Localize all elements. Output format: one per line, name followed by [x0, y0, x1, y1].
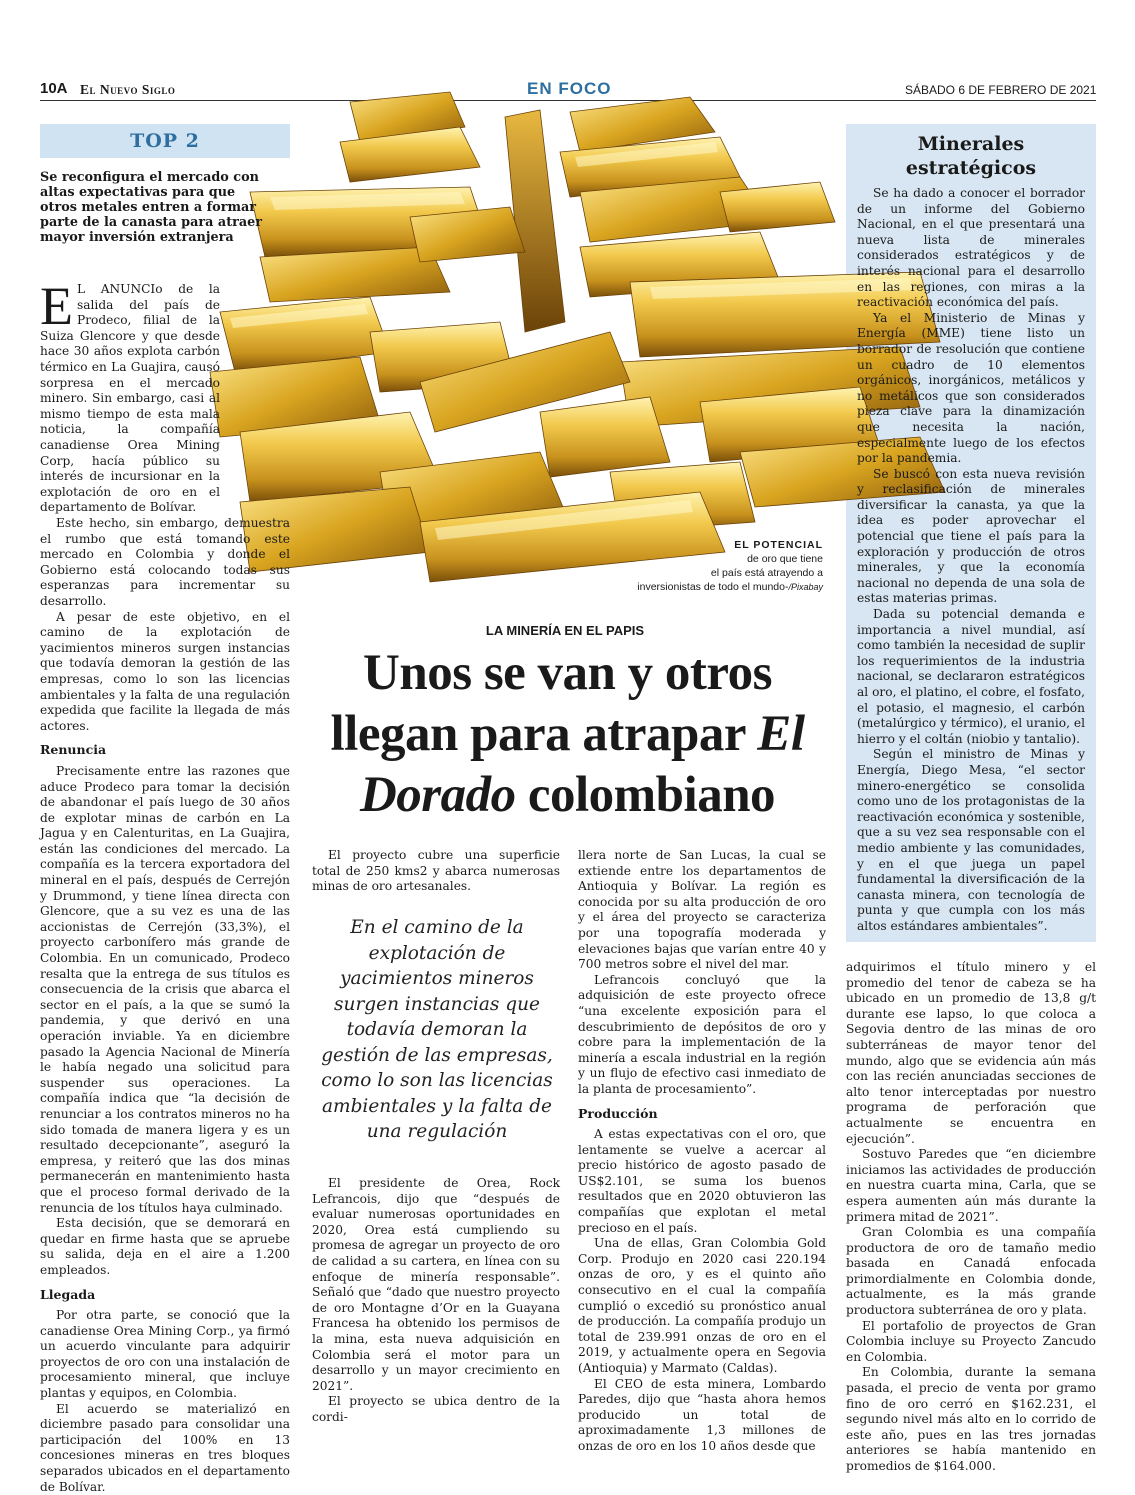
- paragraph: En Colombia, durante la semana pasada, el precio de venta por gramo fino de oro cerró en $162.231, el segundo nivel más alto en lo corrido de este año, pues en las tres jornadas anteriores se había mantenido en promedios de $164.000.: [846, 1365, 1096, 1473]
- newspaper-name: El Nuevo Siglo: [80, 82, 176, 97]
- kicker: Se reconfigura el mercado con altas expectativas para que otros metales entren a formar parte de la canasta para atraer mayor inversión extranjera: [40, 170, 263, 245]
- headline: [300, 643, 835, 826]
- column-a-top: [312, 848, 560, 895]
- gold-bars-photo: [180, 82, 950, 612]
- column-a-bottom: [312, 1176, 560, 1426]
- paragraph: Gran Colombia es una compañía productora de oro de tamaño medio basada en Canadá enfocada primordialmente en Colombia donde, actualmente, es la más grande productora subterránea de oro y plata.: [846, 1225, 1096, 1318]
- top2-label: TOP 2: [130, 130, 200, 152]
- paragraph: El CEO de esta minera, Lombardo Paredes, dijo que “hasta ahora hemos producido un total de aproximadamente 1,3 millones de onzas de oro en los 10 años desde que: [578, 1376, 826, 1453]
- paragraph: Lefrancois concluyó que la adquisición de este proyecto ofrece “una excelente exposición para el descubrimiento de depósitos de oro y cobre para la implementación de la minería a escala industrial en la región y un flujo de efectivo casi inmediato de la planta de procesamiento”.: [578, 972, 826, 1096]
- paragraph: Una de ellas, Gran Colombia Gold Corp. Produjo en 2020 casi 220.194 onzas de oro, y es el quinto año consecutivo en el cual la compañía cumplió o excedió su pronóstico anual de producción. La compañía produjo un total de 239.991 onzas de oro en el 2019, y actualmente opera en Segovia (Antioquia) y Marmato (Caldas).: [578, 1236, 826, 1375]
- headline-line: Unos se van y otros: [363, 645, 772, 701]
- paragraph: Se buscó con esta nueva revisión y reclasificación de minerales diversificar la canasta, ya que la idea es poder aprovechar el potencial que tiene el país para la exploración y producción de otros minerales, y que la economía nacional no dependa de una sola de estas materias primas.: [857, 466, 1085, 606]
- paragraph: El presidente de Orea, Rock Lefrancois, dijo que “después de evaluar numerosas oportunidades en 2020, Orea está cumpliendo su promesa de agregar un proyecto de oro de calidad a su cartera, en línea con su enfoque de minería responsable”. Señaló que “dado que nuestro proyecto de oro Montagne d’Or en la Guayana Francesa ha obtenido los permisos de la mina, esta nueva adquisición en Colombia será el motor para un desarrollo y un mayor crecimiento en 2021”.: [312, 1176, 560, 1393]
- paragraph: Según el ministro de Minas y Energía, Diego Mesa, “el sector minero-energético se consolida como uno de los protagonistas de la reactivación económica y sostenible, que a su vez sea responsable con el medio ambiente y las comunidades, y en el que juega un papel fundamental la diversificación de la canasta minera, con tecnología de punta y que cumpla con los más altos estándares ambientales”.: [857, 747, 1085, 933]
- headline-italic: Dorado: [359, 767, 516, 823]
- caption-line: el país está atrayendo a: [710, 567, 823, 579]
- headline-italic: El: [757, 706, 805, 762]
- paragraph: El portafolio de proyectos de Gran Colombia incluye su Proyecto Zancudo en Colombia.: [846, 1318, 1096, 1364]
- paragraph: El acuerdo se materializó en diciembre pasado para consolidar una participación del 100% en 13 concesiones mineras en tres bloques separados ubicados en el departamento de Bolívar.: [40, 1401, 290, 1494]
- page-number: 10A: [40, 80, 68, 97]
- left-column-lead: [40, 276, 220, 516]
- overline: LA MINERÍA EN EL PAPIS: [485, 623, 645, 638]
- issue-date: SÁBADO 6 DE FEBRERO DE 2021: [905, 83, 1097, 97]
- top2-banner: [40, 124, 290, 158]
- paragraph: L ANUNCIo de la salida del país de Prodeco, filial de la Suiza Glencore y que desde hace 30 años explota carbón térmico en La Guajira, causó sorpresa en el mercado minero. Sin embargo, casi al mismo tiempo de esta mala noticia, la compañía canadiense Orea Mining Corp, hacía público su interés de incursionar en la explotación de oro en el departamento de Bolívar.: [40, 282, 220, 515]
- paragraph: Precisamente entre las razones que aduce Prodeco para tomar la decisión de abandonar el país luego de 30 años de explotar minas de carbón en La Jagua y en Calenturitas, en La Guajira, están las condiciones del mercado. La compañía es la tercera exportadora del mineral en el país, después de Cerrejón y Drummond, y tiene línea directa con Glencore, que a su vez es una de las accionistas de Cerrejón (33,3%), el proyecto carbonífero más grande de Colombia. En un comunicado, Prodeco resalta que la entrega de sus títulos es consecuencia de la crisis que abarca el sector en el país, a la que se sumó la pandemia, y que derivó en una operación inviable. Ya en diciembre pasado la Agencia Nacional de Minería le había negado una solicitud para suspender sus operaciones. La compañía indica que “la decisión de renunciar a los contratos mineros no ha sido tomada de manera ligera y es un resultado decepcionante”, aseguró la empresa, y reiteró que las dos minas permanecerán en mantenimiento hasta que el proceso formal derivado de la renuncia de los títulos haya culminado.: [40, 763, 290, 1215]
- left-column: [40, 516, 290, 1495]
- paragraph: Ya el Ministerio de Minas y Energía (MME) tiene listo un borrador de resolución que contiene un cuadro de 10 elementos orgánicos, inorgánicos, metálicos y no metálicos que son considerados pieza clave para la dinamización que necesita la nación, especialmente luego de los efectos por la pandemia.: [857, 310, 1085, 466]
- pull-quote: En el camino de la explotación de yacimientos mineros surgen instancias que todavía demoran la gestión de las empresas, como lo son las licencias ambientales y la falta de una regulación: [321, 917, 553, 1142]
- minerals-title: [846, 132, 1096, 180]
- column-b: [578, 848, 826, 1455]
- subhead-produccion: Producción: [578, 1105, 658, 1121]
- paragraph: A estas expectativas con el oro, que lentamente se vuelve a acercar al precio histórico de agosto pasado de US$2.101, se suma los buenos resultados que en 2020 obtuvieron las compañías que explotan el metal precioso en el país.: [578, 1127, 826, 1235]
- column-c: [846, 960, 1096, 1475]
- paragraph: Por otra parte, se conoció que la canadiense Orea Mining Corp., ya firmó un acuerdo vinculante para adquirir proyectos de oro con una instalación de procesamiento mineral, que incluye plantas y equipos, en Colombia.: [40, 1308, 290, 1401]
- minerals-title-line: estratégicos: [905, 157, 1037, 179]
- paragraph: El proyecto se ubica dentro de la cordi-: [312, 1394, 560, 1424]
- paragraph: Se ha dado a conocer el borrador de un informe del Gobierno Nacional, en el que presentará una nueva lista de minerales considerados estratégicos y de interés nacional para el desarrollo en las regiones, con miras a la reactivación económica del país.: [857, 186, 1085, 310]
- paragraph: El proyecto cubre una superficie total de 250 kms2 y abarca numerosas minas de oro artesanales.: [312, 848, 560, 894]
- paragraph: Esta decisión, que se demorará en quedar en firme hasta que se apruebe su salida, deja en el aire a 1.200 empleados.: [40, 1216, 290, 1277]
- section-title: EN FOCO: [527, 79, 612, 98]
- minerals-title-line: Minerales: [917, 133, 1025, 155]
- paragraph: llera norte de San Lucas, la cual se extiende entre los departamentos de Antioquia y Bolívar. La región es conocida por su alta producción de oro y el área del proyecto se caracteriza por una topografía moderada y elevaciones bajas que varían entre 40 y 700 metros sobre el nivel del mar.: [578, 848, 826, 972]
- paragraph: Sostuvo Paredes que “en diciembre iniciamos las actividades de producción en nuestra cuarta mina, Carla, que se espera aumenten aún más durante la primera mitad de 2021”.: [846, 1147, 1096, 1224]
- photo-caption: [608, 538, 823, 594]
- caption-line: de oro que tiene: [747, 553, 823, 565]
- paragraph: A pesar de este objetivo, en el camino de la explotación de yacimientos mineros surgen instancias que todavía demoran la gestión de las empresas, como lo son las licencias ambientales y la falta de una regulación expedida que facilite la llegada de más actores.: [40, 609, 290, 733]
- minerals-body: [857, 186, 1085, 935]
- caption-label: EL POTENCIAL: [734, 539, 823, 551]
- subhead-llegada: Llegada: [40, 1286, 96, 1302]
- caption-line: inversionistas de todo el mundo-: [637, 581, 789, 593]
- photo-credit: /Pixabay: [788, 582, 823, 592]
- paragraph: Este hecho, sin embargo, demuestra el rumbo que está tomando este mercado en Colombia y donde el Gobierno está colocando todas sus esperanzas para incrementar su desarrollo.: [40, 516, 290, 608]
- drop-cap: E: [40, 276, 73, 336]
- subhead-renuncia: Renuncia: [40, 742, 107, 758]
- paragraph: Dada su potencial demanda e importancia a nivel mundial, así como también la necesidad de suplir los requerimientos de la industria nacional, se declararon estratégicos al oro, el platino, el cobre, el fosfato, el potasio, el magnesio, el carbón (metalúrgico y térmico), el uranio, el hierro y el coltán (niobio y tantalio).: [857, 607, 1085, 746]
- paragraph: adquirimos el título minero y el promedio del tenor de cabeza se ha ubicado en un promedio de 13,8 g/t durante ese lapso, lo que coloca a Segovia dentro de las minas de oro subterráneas de mayor tenor del mundo, algo que se evidencia aún más con las recién anunciadas secciones de alto tenor interceptadas por nuestro programa de perforación que actualmente se encuentra en ejecución”.: [846, 960, 1096, 1146]
- headline-line: colombiano: [515, 767, 776, 823]
- headline-line: llegan para atrapar: [330, 706, 758, 762]
